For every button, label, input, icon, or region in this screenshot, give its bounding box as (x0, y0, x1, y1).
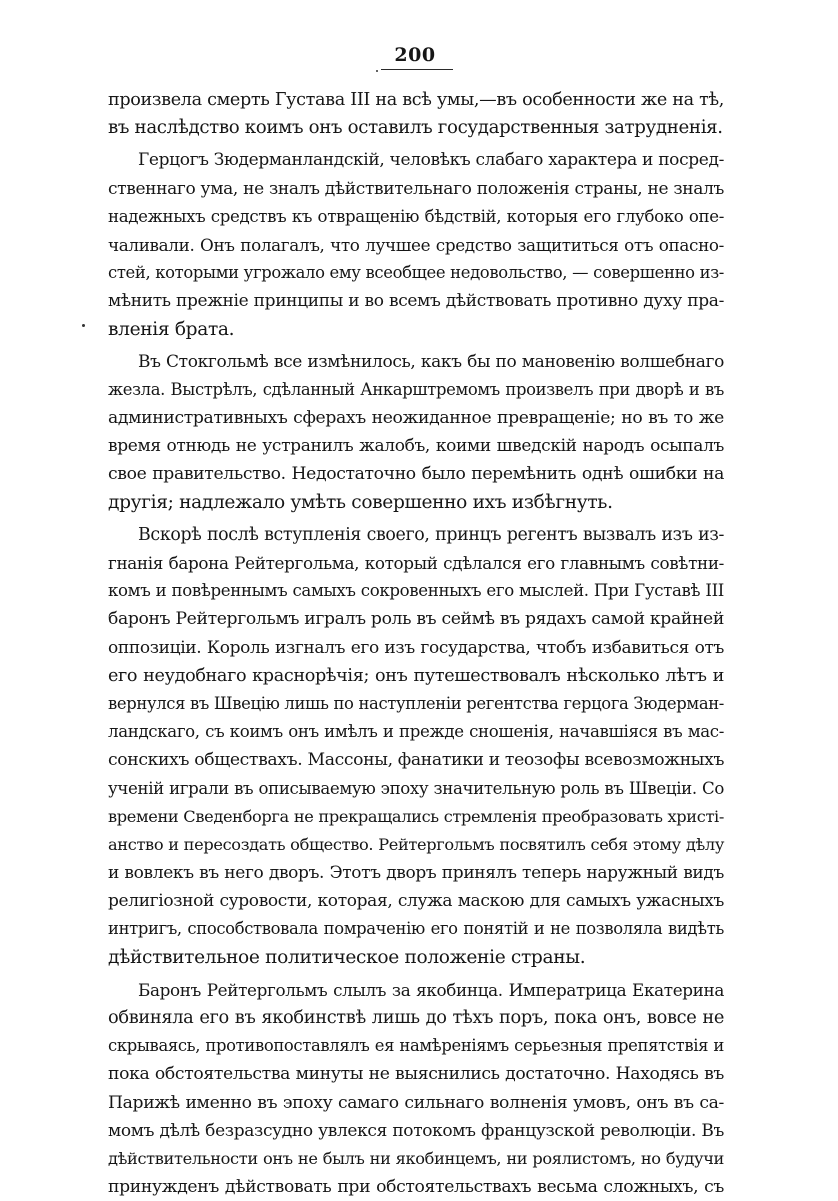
text-line: гнанія барона Рейтергольма, который сдѣлался его главнымъ совѣтни- (108, 553, 724, 573)
text-line: сонскихъ обществахъ. Массоны, фанатики и теозофы всевозможныхъ (108, 750, 725, 771)
paragraph-start-line: Въ Стокгольмѣ все измѣнилось, какъ бы по мановенію волшебнаго (138, 351, 724, 372)
text-line: времени Сведенборга не прекращались стремленія преобразовать христі- (108, 806, 724, 826)
text-line: принужденъ дѣйствовать при обстоятельствахъ весьма сложныхъ, съ (108, 1177, 724, 1198)
text-line: баронъ Рейтергольмъ игралъ роль въ сеймѣ въ рядахъ самой крайней (108, 609, 724, 630)
text-line: дѣйствительное политическое положеніе страны. (108, 946, 586, 968)
text-line: дѣйствительности онъ не былъ ни якобинцемъ, ни роялистомъ, но будучи (108, 1148, 724, 1168)
text-line: надежныхъ средствъ къ отвращенію бѣдствій, которыя его глубоко опе- (108, 206, 724, 226)
text-line: произвела смерть Густава III на всѣ умы,—въ особенности же на тѣ, (108, 90, 724, 110)
text-line: комъ и повѣреннымъ самыхъ сокровенныхъ его мыслей. При Густавѣ III (108, 581, 724, 601)
scan-speck (376, 70, 378, 72)
text-line: административныхъ сферахъ неожиданное превращеніе; но въ то же (108, 408, 724, 429)
text-line: пока обстоятельства минуты не выяснились достаточно. Находясь въ (108, 1064, 724, 1085)
text-line: скрываясь, противопоставлялъ ея намѣреніямъ серьезныя препятствія и (108, 1036, 724, 1056)
text-line: чаливали. Онъ полагалъ, что лучшее средство защититься отъ опасно- (108, 234, 724, 255)
text-line: время отнюдь не устранилъ жалобъ, коими шведскій народъ осыпалъ (108, 436, 724, 457)
text-line: мѣнить прежніе принципы и во всемъ дѣйствовать противно духу пра- (108, 291, 724, 312)
text-line: интригъ, способствовала помраченію его понятій и не позволяла видѣть (108, 919, 724, 939)
text-line: анство и пересоздать общество. Рейтергольмъ посвятилъ себя этому дѣлу (108, 834, 724, 854)
text-line: религіозной суровости, которая, служа маскою для самыхъ ужасныхъ (108, 891, 724, 912)
text-line: въ наслѣдство коимъ онъ оставилъ государственныя затрудненія. (108, 117, 723, 139)
text-line: момъ дѣлѣ безразсудно увлекся потокомъ французской революціи. Въ (108, 1120, 724, 1141)
text-line: жезла. Выстрѣлъ, сдѣланный Анкарштремомъ произвелъ при дворѣ и въ (108, 379, 724, 399)
text-line: его неудобнаго краснорѣчія; онъ путешествовалъ нѣсколько лѣтъ и (108, 665, 724, 686)
text-line: оппозиціи. Король изгналъ его изъ государства, чтобъ избавиться отъ (108, 637, 724, 658)
text-line: ственнаго ума, не зналъ дѣйствительнаго положенія страны, не зналъ (108, 178, 724, 199)
text-line: и вовлекъ въ него дворъ. Этотъ дворъ принялъ теперь наружный видъ (108, 863, 724, 884)
text-line: другія; надлежало умѣть совершенно ихъ избѣгнуть. (108, 491, 613, 513)
text-line: вленія брата. (108, 318, 235, 340)
text-line: обвиняла его въ якобинствѣ лишь до тѣхъ поръ, пока онъ, вовсе не (108, 1007, 724, 1028)
page-number-rule (381, 69, 453, 70)
text-line: ученій играли въ описываемую эпоху значительную роль въ Швеціи. Со (108, 778, 724, 798)
scan-speck (82, 324, 85, 327)
text-line: ландскаго, съ коимъ онъ имѣлъ и прежде сношенія, начавшіяся въ мас- (108, 722, 724, 742)
page-number: 200 (394, 44, 436, 66)
body-text (108, 86, 724, 1201)
paragraph-start-line: Баронъ Рейтергольмъ слылъ за якобинца. Императрица Екатерина (138, 979, 724, 1000)
text-line: Парижѣ именно въ эпоху самаго сильнаго волненія умовъ, онъ въ са- (108, 1092, 724, 1113)
text-line: стей, которыми угрожало ему всеобщее недовольство, — совершенно из- (108, 263, 724, 283)
paragraph-start-line: Герцогъ Зюдерманландскій, человѣкъ слабаго характера и посред- (138, 150, 724, 171)
text-line: вернулся въ Швецію лишь по наступленіи регентства герцога Зюдерман- (108, 693, 724, 713)
paragraph-start-line: Вскорѣ послѣ вступленія своего, принцъ регентъ вызвалъ изъ из- (138, 524, 724, 545)
text-line: свое правительство. Недостаточно было перемѣнить однѣ ошибки на (108, 464, 724, 485)
